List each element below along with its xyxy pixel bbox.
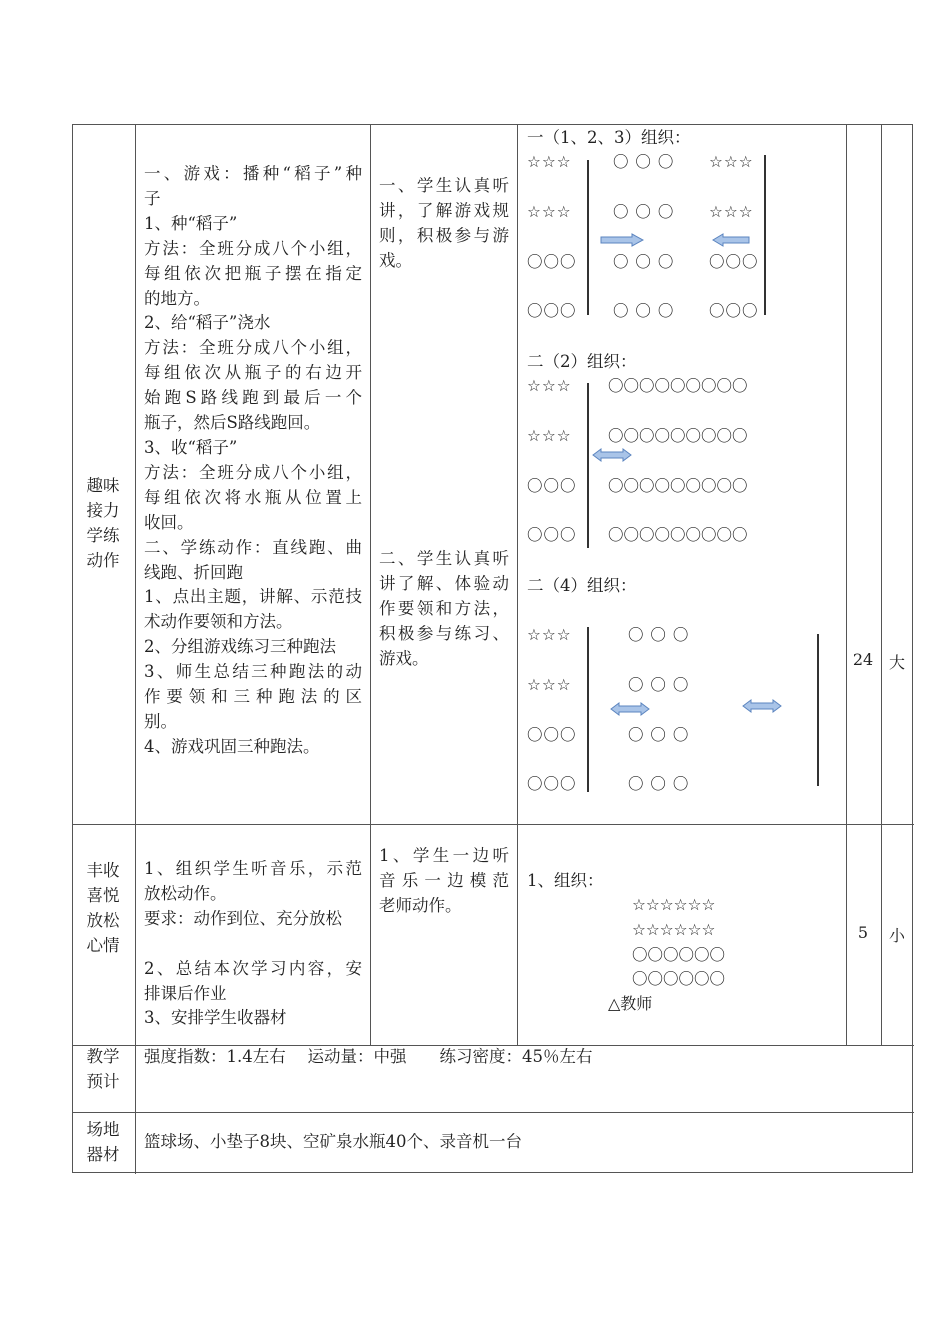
label-line: 趣味 — [86, 476, 120, 495]
col-divider-1b — [135, 1045, 136, 1174]
content-line: 放松动作。 — [144, 883, 227, 903]
arrow-both-icon — [592, 448, 632, 462]
org2-r3-right: 〇〇〇〇〇〇〇〇〇 — [608, 477, 748, 495]
label-line: 器材 — [86, 1144, 120, 1164]
row-divider-3 — [73, 1112, 914, 1113]
content-line: 3、安排学生收器材 — [144, 1008, 287, 1028]
col-divider-4 — [846, 125, 847, 1045]
section2-time: 5 — [857, 923, 869, 942]
label-line: 丰收 — [86, 861, 120, 880]
section2-org-title: 1、组织： — [527, 871, 604, 890]
org2-r2-right: 〇〇〇〇〇〇〇〇〇 — [608, 427, 748, 445]
content-line: 方法：全班分成八个小组， — [144, 338, 362, 358]
row-divider-1 — [73, 824, 914, 825]
content-line: 收回。 — [144, 512, 194, 532]
label-line: 接力 — [86, 500, 120, 520]
content-line: 2、总结本次学习内容，安 — [144, 958, 362, 978]
student-line: 游戏。 — [379, 648, 429, 668]
org4-r3-mid: 〇 〇 〇 — [628, 726, 690, 744]
section2-label — [72, 859, 134, 959]
section2-content — [144, 857, 362, 1031]
section1-intensity: 大 — [888, 653, 905, 672]
label-line: 放松 — [86, 910, 120, 930]
org4-r4-left: 〇〇〇 — [527, 775, 577, 793]
col-divider-3 — [517, 125, 518, 1045]
org1-r2-mid: 〇 〇 〇 — [613, 203, 675, 221]
section2-org-row: 〇〇〇〇〇〇 — [632, 970, 726, 988]
org1-r1-left: ☆☆☆ — [527, 153, 572, 171]
student-line: 积极参与练习、 — [379, 623, 509, 643]
student-line: 则，积极参与游 — [379, 225, 509, 245]
section1-content — [144, 162, 362, 760]
student-line: 音乐一边模范 — [379, 870, 509, 890]
content-line: 每组依次将水瓶从位置上 — [144, 487, 362, 507]
section2-intensity: 小 — [888, 926, 905, 945]
content-line: 方法：全班分成八个小组， — [144, 462, 362, 482]
student-line: 老师动作。 — [379, 895, 462, 915]
content-line: 每组依次从瓶子的右边开 — [144, 363, 362, 383]
col-divider-2 — [370, 125, 371, 1045]
content-line: 始跑S路线跑到最后一个 — [144, 388, 362, 408]
org2-r3-left: 〇〇〇 — [527, 477, 577, 495]
org1-line-right — [764, 155, 766, 315]
student-line: 戏。 — [379, 250, 412, 270]
student-line: 讲，了解游戏规 — [379, 200, 509, 220]
content-line: 的地方。 — [144, 288, 210, 308]
org2-r1-right: 〇〇〇〇〇〇〇〇〇 — [608, 377, 748, 395]
label-line: 学练 — [86, 525, 120, 545]
section2-org-row: 〇〇〇〇〇〇 — [632, 946, 726, 964]
label-line: 预计 — [86, 1071, 120, 1091]
label-line: 喜悦 — [86, 885, 120, 905]
org2-r4-right: 〇〇〇〇〇〇〇〇〇 — [608, 526, 748, 544]
org1-r4-right: 〇〇〇 — [709, 302, 759, 320]
content-line: 瓶子，然后S路线跑回。 — [144, 413, 321, 433]
org4-r3-left: 〇〇〇 — [527, 726, 577, 744]
org2-title: 二（2）组织： — [527, 352, 637, 371]
arrow-both-icon — [742, 699, 782, 713]
student-line: 一、学生认真听 — [379, 176, 509, 195]
content-line: 1、点出主题，讲解、示范技 — [144, 587, 362, 607]
content-line: 3、师生总结三种跑法的动 — [144, 662, 362, 682]
content-line: 4、游戏巩固三种跑法。 — [144, 736, 320, 756]
org1-r3-left: 〇〇〇 — [527, 253, 577, 271]
content-line: 线跑、折回跑 — [144, 562, 243, 582]
content-line: 别。 — [144, 711, 177, 731]
arrow-left-icon — [712, 233, 750, 247]
label-line: 心情 — [86, 935, 120, 955]
org4-line-right — [817, 634, 819, 786]
org4-line-left — [587, 627, 589, 792]
org4-r2-left: ☆☆☆ — [527, 676, 572, 694]
content-line: 2、给“稻子”浇水 — [144, 313, 271, 333]
org4-r1-left: ☆☆☆ — [527, 626, 572, 644]
content-line: 1、组织学生听音乐，示范 — [144, 859, 362, 878]
label-line: 场地 — [86, 1120, 120, 1139]
content-line: 方法：全班分成八个小组， — [144, 238, 362, 258]
org4-r4-mid: 〇 〇 〇 — [628, 775, 690, 793]
org1-line-left — [587, 160, 589, 315]
label-line: 教学 — [86, 1047, 120, 1066]
org1-r1-mid: 〇 〇 〇 — [613, 153, 675, 171]
org1-title: 一（1、2、3）组织： — [527, 128, 691, 147]
student-line: 1、学生一边听 — [379, 846, 509, 865]
content-line: 要求：动作到位、充分放松 — [144, 908, 342, 928]
content-line: 排课后作业 — [144, 983, 227, 1003]
content-line: 作要领和三种跑法的区 — [144, 687, 362, 707]
section1-student-a — [379, 174, 509, 274]
org4-r1-mid: 〇 〇 〇 — [628, 626, 690, 644]
content-line: 3、收“稻子” — [144, 437, 238, 457]
student-line: 二、学生认真听 — [379, 549, 509, 568]
student-line: 讲了解、体验动 — [379, 573, 509, 593]
venue-label — [72, 1118, 134, 1168]
org1-r4-mid: 〇 〇 〇 — [613, 302, 675, 320]
org4-title: 二（4）组织： — [527, 576, 637, 595]
col-divider-5 — [881, 125, 882, 1045]
org2-r1-left: ☆☆☆ — [527, 377, 572, 395]
teacher-marker: △教师 — [608, 994, 653, 1013]
org2-line — [587, 383, 589, 548]
content-line: 子 — [144, 188, 161, 208]
forecast-label — [72, 1045, 134, 1095]
org1-r3-mid: 〇 〇 〇 — [613, 253, 675, 271]
content-line: 一、游戏：播种“稻子”种 — [144, 164, 362, 183]
org2-r4-left: 〇〇〇 — [527, 526, 577, 544]
section1-label — [72, 474, 134, 574]
section2-org-row: ☆☆☆☆☆☆ — [632, 921, 716, 939]
content-line: 2、分组游戏练习三种跑法 — [144, 637, 336, 657]
arrow-right-icon — [600, 233, 644, 247]
col-divider-1 — [135, 125, 136, 1045]
section1-time: 24 — [852, 650, 874, 669]
org2-r2-left: ☆☆☆ — [527, 427, 572, 445]
org1-r1-right: ☆☆☆ — [709, 153, 754, 171]
content-line: 1、种“稻子” — [144, 213, 238, 233]
section2-org-row: ☆☆☆☆☆☆ — [632, 896, 716, 914]
content-line: 二、学练动作：直线跑、曲 — [144, 537, 362, 557]
label-line: 动作 — [86, 550, 120, 570]
org1-r2-left: ☆☆☆ — [527, 203, 572, 221]
org1-r2-right: ☆☆☆ — [709, 203, 754, 221]
arrow-both-icon — [610, 702, 650, 716]
content-line: 术动作要领和方法。 — [144, 612, 293, 632]
forecast-text: 强度指数：1.4左右 运动量：中强 练习密度：45％左右 — [144, 1047, 593, 1066]
org1-r4-left: 〇〇〇 — [527, 302, 577, 320]
org4-r2-mid: 〇 〇 〇 — [628, 676, 690, 694]
content-line: 每组依次把瓶子摆在指定 — [144, 263, 362, 283]
section2-student — [379, 844, 509, 919]
content-line — [144, 932, 362, 957]
org1-r3-right: 〇〇〇 — [709, 253, 759, 271]
venue-text: 篮球场、小垫子8块、空矿泉水瓶40个、录音机一台 — [144, 1132, 522, 1151]
student-line: 作要领和方法， — [379, 598, 509, 618]
section1-student-b — [379, 547, 509, 672]
